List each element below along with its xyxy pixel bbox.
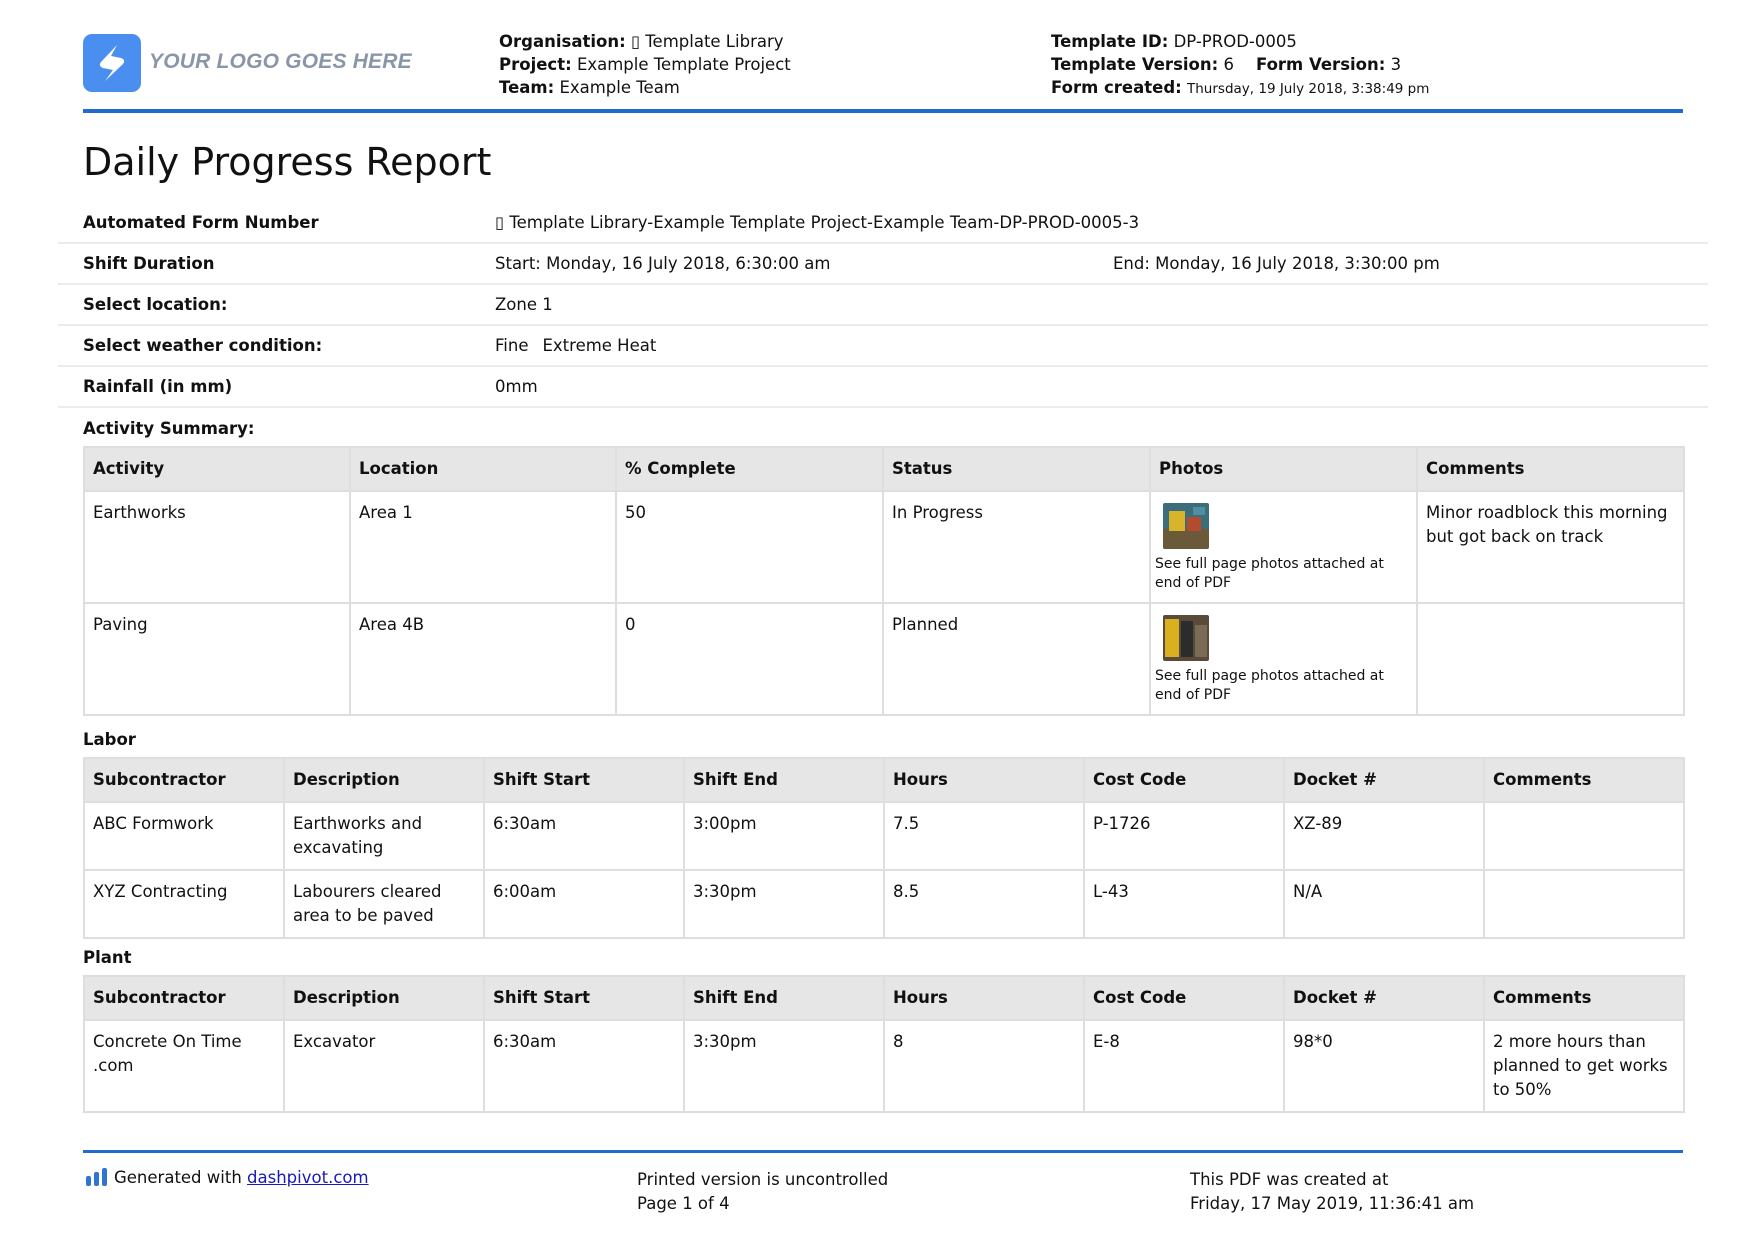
column-header: Docket # <box>1284 976 1484 1020</box>
photo-thumbnail[interactable] <box>1163 615 1209 661</box>
cost-code-cell: E-8 <box>1084 1020 1284 1112</box>
column-header: Activity <box>84 447 350 491</box>
comments-cell: 2 more hours than planned to get works to 50% <box>1484 1020 1684 1112</box>
weather-label: Select weather condition: <box>83 336 323 355</box>
organisation-label: Organisation: <box>499 32 626 51</box>
plant-heading: Plant <box>83 948 132 967</box>
template-id-value: DP-PROD-0005 <box>1173 32 1297 51</box>
logo-text: YOUR LOGO GOES HERE <box>149 50 412 73</box>
template-id-label: Template ID: <box>1051 32 1169 51</box>
cost-code-cell: L-43 <box>1084 870 1284 938</box>
weather-value <box>495 336 656 355</box>
hours-cell: 8 <box>884 1020 1084 1112</box>
shift-start-cell: 6:30am <box>484 802 684 870</box>
weather-value-1: Fine <box>495 336 529 355</box>
project-label: Project: <box>499 55 572 74</box>
table-header-row <box>84 758 1684 802</box>
status-cell: Planned <box>883 603 1150 715</box>
shift-start-value: Start: Monday, 16 July 2018, 6:30:00 am <box>495 254 831 273</box>
table-header-row <box>84 447 1684 491</box>
shift-end-cell: 3:30pm <box>684 870 884 938</box>
rainfall-value: 0mm <box>495 377 538 396</box>
column-header: Subcontractor <box>84 758 284 802</box>
column-header: Status <box>883 447 1150 491</box>
footer-generated <box>86 1168 369 1187</box>
comments-cell <box>1484 870 1684 938</box>
column-header: Description <box>284 758 484 802</box>
field-row-form-number <box>58 203 1708 244</box>
activity-table <box>83 446 1685 716</box>
column-header: Comments <box>1484 976 1684 1020</box>
labor-table <box>83 757 1685 939</box>
photo-note: See full page photos attached at end of PDF <box>1155 668 1384 703</box>
field-row-shift <box>58 244 1708 285</box>
form-created-value: Thursday, 19 July 2018, 3:38:49 pm <box>1187 81 1430 97</box>
column-header: Description <box>284 976 484 1020</box>
location-label: Select location: <box>83 295 228 314</box>
page-number: Page 1 of 4 <box>637 1194 730 1213</box>
rainfall-label: Rainfall (in mm) <box>83 377 233 396</box>
table-row <box>84 1020 1684 1112</box>
column-header: Hours <box>884 758 1084 802</box>
column-header: Cost Code <box>1084 758 1284 802</box>
description-cell: Earthworks and excavating <box>284 802 484 870</box>
team-label: Team: <box>499 78 555 97</box>
docket-cell: 98*0 <box>1284 1020 1484 1112</box>
photos-cell <box>1150 603 1417 715</box>
shift-label: Shift Duration <box>83 254 215 273</box>
project-value: Example Template Project <box>576 55 791 74</box>
created-value: Friday, 17 May 2019, 11:36:41 am <box>1190 1194 1475 1213</box>
location-cell: Area 4B <box>350 603 616 715</box>
comments-cell: Minor roadblock this morning but got back on track <box>1417 491 1684 603</box>
column-header: Location <box>350 447 616 491</box>
complete-cell: 0 <box>616 603 883 715</box>
header-org-block <box>499 30 791 99</box>
form-version-label: Form Version: <box>1255 55 1386 74</box>
table-header-row <box>84 976 1684 1020</box>
labor-heading: Labor <box>83 730 136 749</box>
column-header: Shift Start <box>484 976 684 1020</box>
column-header: Shift End <box>684 976 884 1020</box>
activity-cell: Earthworks <box>84 491 350 603</box>
shift-start-cell: 6:00am <box>484 870 684 938</box>
form-number-value: ▯ Template Library-Example Template Project-Example Team-DP-PROD-0005-3 <box>495 213 1140 232</box>
weather-value-2: Extreme Heat <box>542 336 657 355</box>
template-version-label: Template Version: <box>1051 55 1219 74</box>
column-header: Shift End <box>684 758 884 802</box>
footer-print-notice <box>637 1168 888 1216</box>
column-header: Shift Start <box>484 758 684 802</box>
description-cell: Labourers cleared area to be paved <box>284 870 484 938</box>
column-header: Photos <box>1150 447 1417 491</box>
form-number-label: Automated Form Number <box>83 213 319 232</box>
header-divider <box>83 109 1683 113</box>
column-header: Cost Code <box>1084 976 1284 1020</box>
column-header: Hours <box>884 976 1084 1020</box>
generated-prefix: Generated with <box>114 1168 242 1187</box>
table-row <box>84 870 1684 938</box>
page-title: Daily Progress Report <box>83 140 492 184</box>
photo-thumbnail[interactable] <box>1163 503 1209 549</box>
column-header: Comments <box>1484 758 1684 802</box>
dashpivot-link[interactable]: dashpivot.com <box>247 1168 369 1187</box>
hours-cell: 8.5 <box>884 870 1084 938</box>
field-row-rainfall <box>58 367 1708 408</box>
table-row <box>84 491 1684 603</box>
form-fields <box>58 203 1708 408</box>
complete-cell: 50 <box>616 491 883 603</box>
docket-cell: XZ-89 <box>1284 802 1484 870</box>
cost-code-cell: P-1726 <box>1084 802 1284 870</box>
template-version-value: 6 <box>1223 55 1234 74</box>
activity-cell: Paving <box>84 603 350 715</box>
status-cell: In Progress <box>883 491 1150 603</box>
form-version-value: 3 <box>1390 55 1402 74</box>
created-label: This PDF was created at <box>1190 1170 1389 1189</box>
shift-end-cell: 3:30pm <box>684 1020 884 1112</box>
docket-cell: N/A <box>1284 870 1484 938</box>
column-header: Subcontractor <box>84 976 284 1020</box>
plant-table <box>83 975 1685 1113</box>
location-cell: Area 1 <box>350 491 616 603</box>
form-created-label: Form created: <box>1051 78 1182 97</box>
team-value: Example Team <box>559 78 680 97</box>
footer-created <box>1190 1168 1474 1216</box>
description-cell: Excavator <box>284 1020 484 1112</box>
organisation-value: ▯ Template Library <box>630 32 784 51</box>
table-row <box>84 802 1684 870</box>
photos-cell <box>1150 491 1417 603</box>
header-template-block <box>1051 30 1429 101</box>
location-value: Zone 1 <box>495 295 553 314</box>
comments-cell <box>1417 603 1684 715</box>
shift-start-cell: 6:30am <box>484 1020 684 1112</box>
printed-notice: Printed version is uncontrolled <box>637 1170 889 1189</box>
footer-divider <box>83 1150 1683 1153</box>
logo-icon <box>83 34 141 92</box>
report-header <box>83 28 1683 112</box>
field-row-weather <box>58 326 1708 367</box>
field-row-location <box>58 285 1708 326</box>
comments-cell <box>1484 802 1684 870</box>
shift-end-cell: 3:00pm <box>684 802 884 870</box>
table-row <box>84 603 1684 715</box>
column-header: Docket # <box>1284 758 1484 802</box>
hours-cell: 7.5 <box>884 802 1084 870</box>
column-header: % Complete <box>616 447 883 491</box>
shift-end-value: End: Monday, 16 July 2018, 3:30:00 pm <box>1113 254 1440 273</box>
subcontractor-cell: XYZ Contracting <box>84 870 284 938</box>
dashpivot-bars-icon <box>86 1168 108 1186</box>
subcontractor-cell: ABC Formwork <box>84 802 284 870</box>
column-header: Comments <box>1417 447 1684 491</box>
subcontractor-cell: Concrete On Time .com <box>84 1020 284 1112</box>
photo-note: See full page photos attached at end of PDF <box>1155 556 1384 591</box>
activity-summary-heading: Activity Summary: <box>83 419 255 438</box>
